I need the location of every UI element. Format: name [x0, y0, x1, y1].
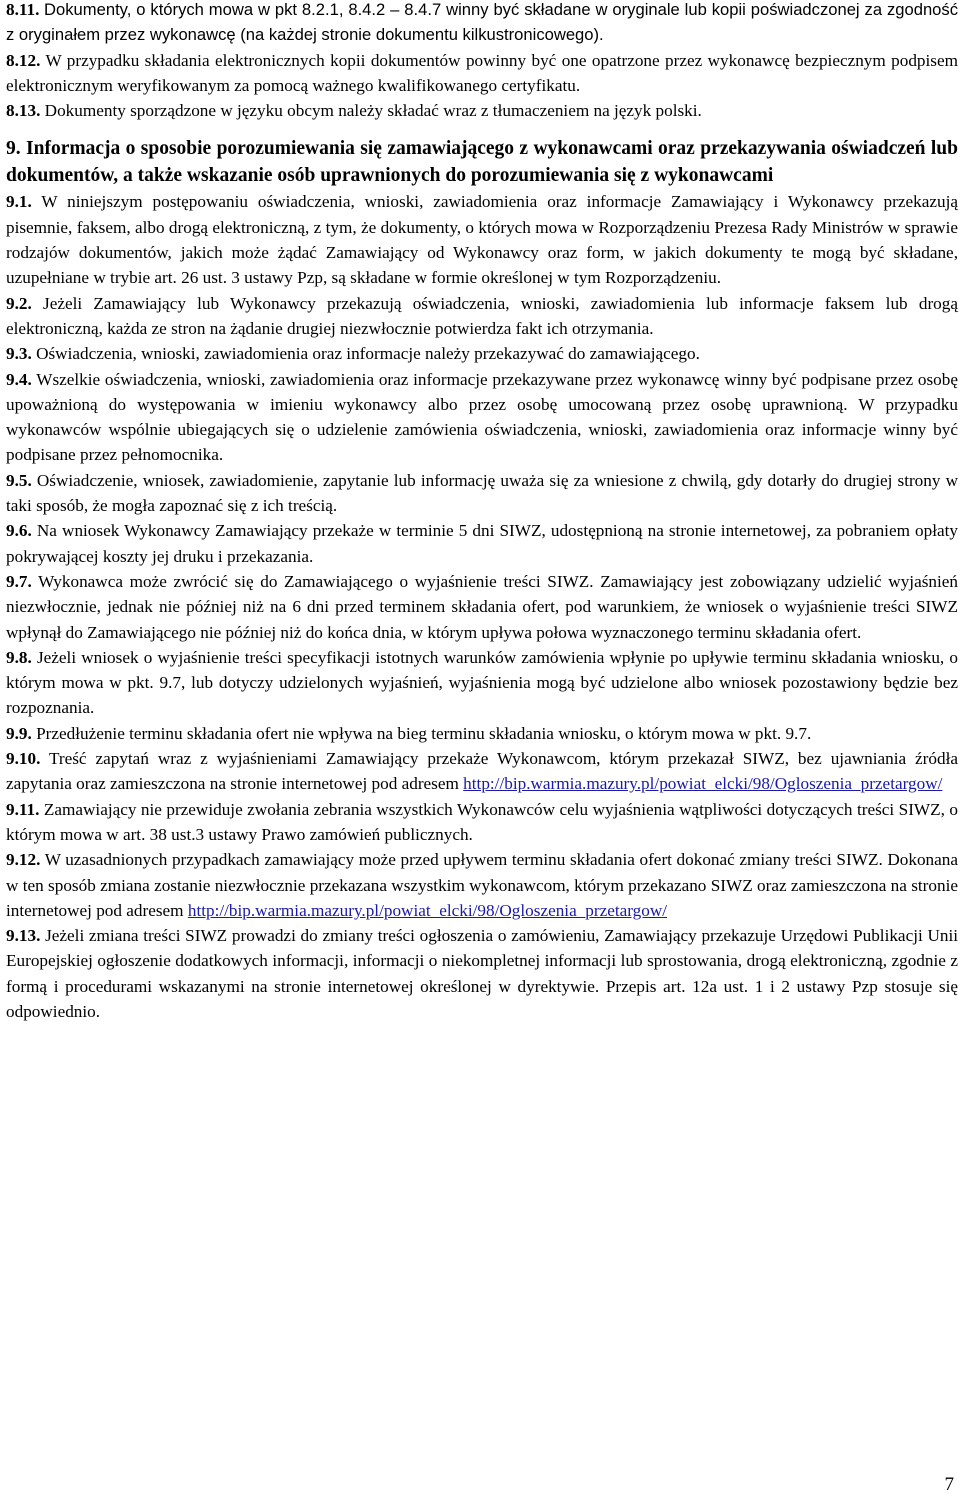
paragraph-9-4 — [6, 367, 958, 468]
paragraph-number: 9.11. — [6, 799, 40, 819]
paragraph-text: W uzasadnionych przypadkach zamawiający może przed upływem terminu składania ofert dokonać zmiany treści SIWZ. Dokonana w ten sposób zmiana zostanie niezwłocznie przekazana wszystkim wykonawcom, którym przekazano SIWZ oraz zamieszczona na stronie internetowej pod adresem — [6, 850, 958, 920]
paragraph-text: Na wniosek Wykonawcy Zamawiający przekaże w terminie 5 dni SIWZ, udostępnioną na stronie internetowej, za pobraniem opłaty pokrywającej koszty jej druku i przekazania. — [6, 521, 959, 566]
paragraph-number: 8.11. — [6, 0, 40, 19]
paragraph-text: Dokumenty, o których mowa w pkt 8.2.1, 8.4.2 – 8.4.7 winny być składane w oryginale lub kopii poświadczonej za zgodność z oryginałem przez wykonawcę (na każdej stronie dokumentu kilkustronicowego). — [6, 0, 959, 45]
paragraph-number: 9.9. — [6, 723, 32, 743]
paragraph-text: Zamawiający nie przewiduje zwołania zebrania wszystkich Wykonawców celu wyjaśnienia wątpliwości dotyczących treści SIWZ, o którym mowa w art. 38 ust.3 ustawy Prawo zamówień publicznych. — [6, 799, 958, 844]
paragraph-number: 9.12. — [6, 850, 41, 870]
paragraph-9-5 — [6, 468, 958, 519]
paragraph-text: W niniejszym postępowaniu oświadczenia, wnioski, zawiadomienia oraz informacje Zamawiający i Wykonawcy przekazują pisemnie, faksem, albo drogą elektroniczną, z tym, że dokumenty, o których mowa w Rozporządzeniu Prezesa Rady Ministrów w sprawie rodzajów dokumentów, jakich może żądać Zamawiający od Wykonawcy oraz form, w jakich dokumenty te mogą być składane, uzupełniane w trybie art. 26 ust. 3 ustawy Pzp, są składane w formie określonej w tym Rozporządzeniu. — [6, 192, 958, 288]
section-gap — [6, 123, 958, 135]
paragraph-9-3 — [6, 341, 958, 366]
paragraph-9-1 — [6, 189, 958, 290]
bip-link[interactable]: http://bip.warmia.mazury.pl/powiat_elcki/98/Ogloszenia_przetargow/ — [463, 774, 943, 794]
paragraph-number: 8.13. — [6, 101, 41, 121]
paragraph-9-8 — [6, 645, 958, 721]
paragraph-text: Wszelkie oświadczenia, wnioski, zawiadomienia oraz informacje przekazywane przez wykonawcę winny być podpisane przez osobę upoważnioną do występowania w imieniu wykonawcy albo przez osobę umocowaną przez osobę uprawnioną. W przypadku wykonawców wspólnie ubiegających się o udzielenie zamówienia oświadczenia, wnioski, zawiadomienia oraz informacje winny być podpisane przez pełnomocnika. — [6, 369, 958, 465]
paragraph-text: W przypadku składania elektronicznych kopii dokumentów powinny być one opatrzone przez wykonawcę bezpiecznym podpisem elektronicznym weryfikowanym za pomocą ważnego kwalifikowanego certyfikatu. — [6, 50, 958, 95]
paragraph-number: 9.8. — [6, 647, 32, 667]
paragraph-number: 9.7. — [6, 571, 32, 591]
paragraph-8-13 — [6, 98, 958, 123]
paragraph-text: Jeżeli wniosek o wyjaśnienie treści specyfikacji istotnych warunków zamówienia wpłynie po upływie terminu składania wniosku, o którym mowa w pkt. 9.7, lub dotyczy udzielonych wyjaśnień, wyjaśnienia mogą być udzielone albo wniosek pozostawiony będzie bez rozpoznania. — [6, 647, 959, 718]
paragraph-9-12 — [6, 847, 958, 923]
paragraph-number: 9.6. — [6, 521, 32, 541]
paragraph-text: Dokumenty sporządzone w języku obcym należy składać wraz z tłumaczeniem na język polski. — [44, 101, 702, 121]
paragraph-8-11 — [6, 0, 958, 48]
paragraph-number: 9.10. — [6, 749, 41, 769]
paragraph-text: Jeżeli zmiana treści SIWZ prowadzi do zmiany treści ogłoszenia o zamówieniu, Zamawiający przekazuje Urzędowi Publikacji Unii Europejskiej ogłoszenie dodatkowych informacji, informacji o niekompletnej informacji lub sprostowania, drogą elektroniczną, zgodnie z formą i procedurami wskazanymi na stronie internetowej określonej w dyrektywie. Przepis art. 12a ust. 1 i 2 ustawy Pzp stosuje się odpowiednio. — [6, 926, 959, 1021]
paragraph-9-2 — [6, 291, 958, 342]
paragraph-number: 9.4. — [6, 369, 32, 389]
paragraph-number: 9.13. — [6, 926, 41, 946]
paragraph-text: Oświadczenia, wnioski, zawiadomienia oraz informacje należy przekazywać do zamawiającego. — [36, 344, 700, 364]
paragraph-text: Oświadczenie, wniosek, zawiadomienie, zapytanie lub informację uważa się za wniesione z chwilą, gdy dotarły do drugiej strony w taki sposób, że mogła zapoznać się z ich treścią. — [6, 470, 958, 516]
paragraph-9-6 — [6, 518, 958, 569]
paragraph-9-11 — [6, 797, 958, 848]
paragraph-number: 8.12. — [6, 50, 41, 70]
bip-link[interactable]: http://bip.warmia.mazury.pl/powiat_elcki/98/Ogloszenia_przetargow/ — [187, 900, 668, 920]
paragraph-9-9 — [6, 721, 958, 746]
paragraph-text: Wykonawca może zwrócić się do Zamawiającego o wyjaśnienie treści SIWZ. Zamawiający jest zobowiązany udzielić wyjaśnień niezwłocznie, jednak nie później niż na 6 dni przed terminem składania ofert, pod warunkiem, że wniosek o wyjaśnienie treści SIWZ wpłynął do Zamawiającego nie później niż do końca dnia, w którym upływa połowa wyznaczonego terminu składania ofert. — [6, 571, 958, 642]
paragraph-9-10 — [6, 746, 958, 797]
paragraph-number: 9.5. — [6, 470, 32, 490]
page-number: 7 — [944, 1474, 954, 1495]
paragraph-number: 9.1. — [6, 192, 32, 212]
paragraph-text: Jeżeli Zamawiający lub Wykonawcy przekazują oświadczenia, wnioski, zawiadomienia lub informacje faksem lub drogą elektroniczną, każda ze stron na żądanie drugiej niezwłocznie potwierdza fakt ich otrzymania. — [6, 293, 958, 338]
section-9-heading — [6, 135, 958, 189]
document-page — [6, 0, 958, 1498]
paragraph-8-12 — [6, 48, 958, 99]
heading-text: Informacja o sposobie porozumiewania się zamawiającego z wykonawcami oraz przekazywania oświadczeń lub dokumentów, a także wskazanie osób uprawnionych do porozumiewania się z wykonawcami — [6, 138, 958, 187]
paragraph-9-7 — [6, 569, 958, 645]
heading-number: 9. — [6, 138, 21, 160]
paragraph-number: 9.3. — [6, 344, 32, 364]
paragraph-number: 9.2. — [6, 293, 32, 313]
paragraph-text: Treść zapytań wraz z wyjaśnieniami Zamawiający przekaże Wykonawcom, którym przekazał SIWZ, bez ujawniania źródła zapytania oraz zamieszczona na stronie internetowej pod adresem — [6, 749, 958, 794]
paragraph-text: Przedłużenie terminu składania ofert nie wpływa na bieg terminu składania wniosku, o którym mowa w pkt. 9.7. — [36, 723, 812, 743]
paragraph-9-13 — [6, 923, 958, 1024]
